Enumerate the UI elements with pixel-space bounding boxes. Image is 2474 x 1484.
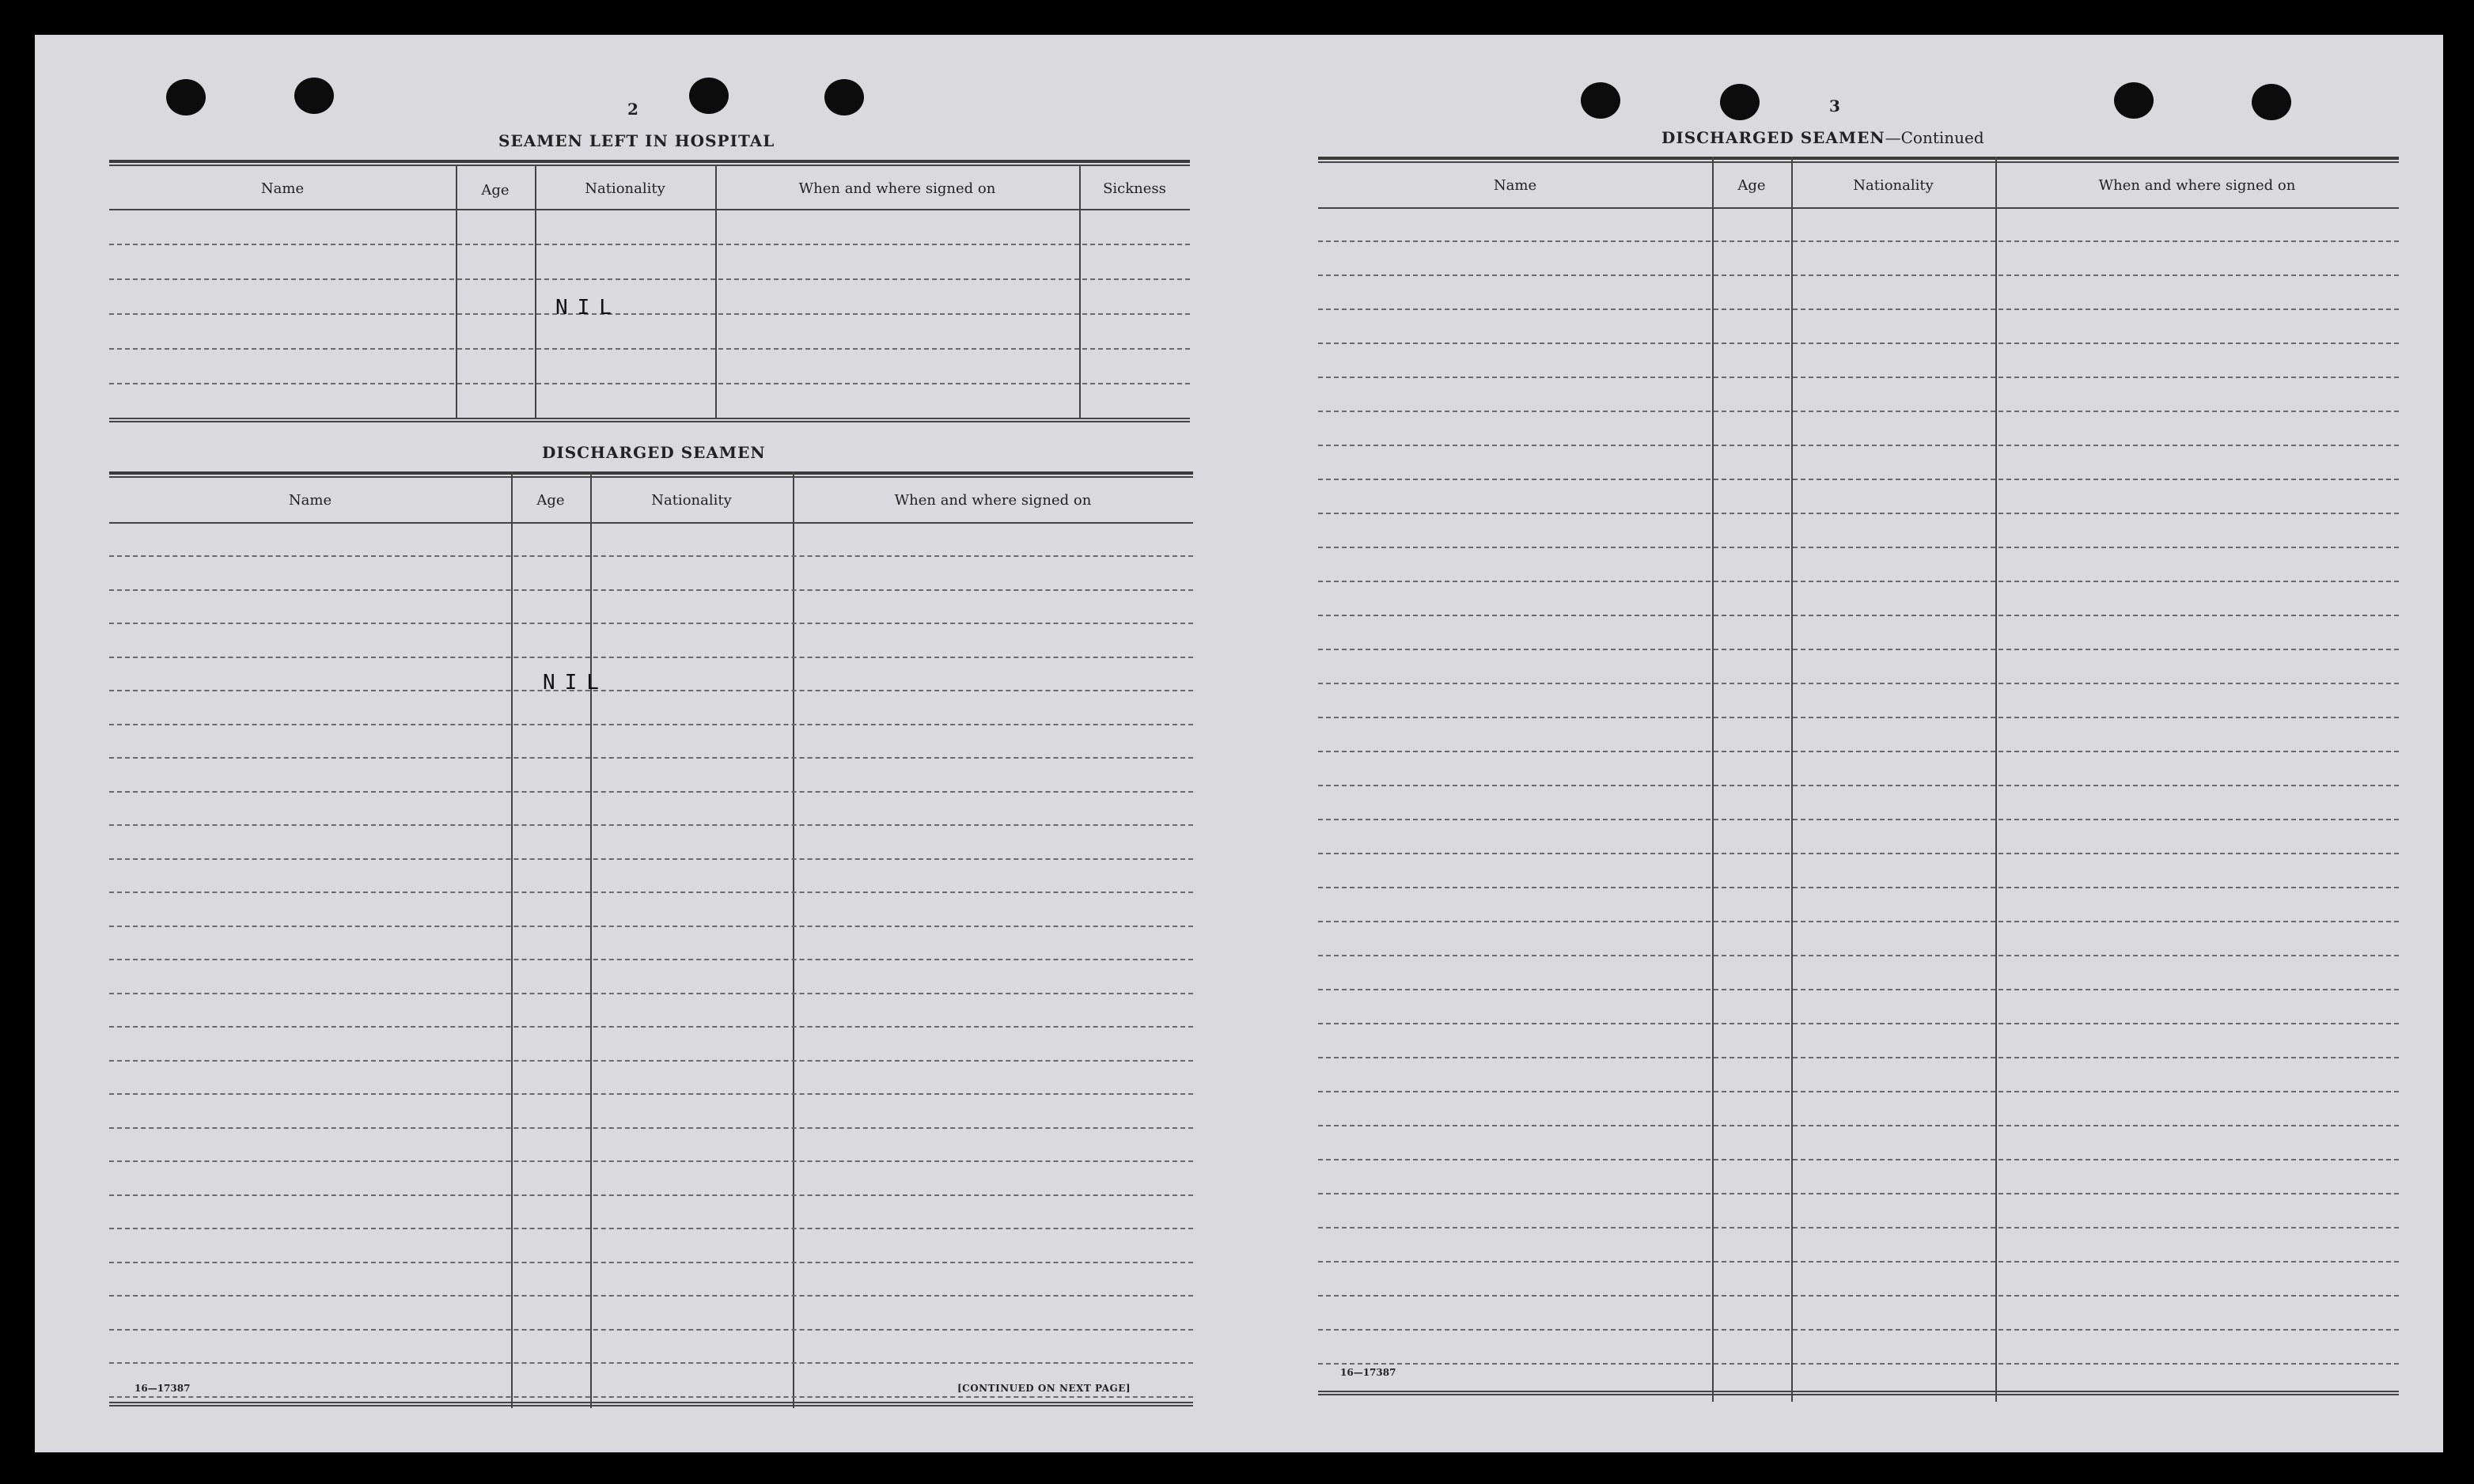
punch-hole [1720, 84, 1760, 120]
col-header-name: Name [260, 180, 305, 197]
form-number-left: 16—17387 [134, 1383, 191, 1394]
hospital-section-title: SEAMEN LEFT IN HOSPITAL [498, 131, 775, 150]
col-header-nationality: Nationality [651, 492, 732, 509]
nil-entry: NIL [555, 296, 621, 320]
punch-hole [294, 78, 334, 114]
page-number-left: 2 [627, 100, 638, 119]
col-header-age: Age [536, 492, 565, 509]
page-number-right: 3 [1829, 97, 1840, 115]
form-sheet [35, 35, 2443, 1452]
discharged-continued-title-text: DISCHARGED SEAMEN [1661, 128, 1885, 147]
punch-hole [166, 79, 206, 115]
punch-hole [824, 79, 864, 115]
col-header-name: Name [1493, 177, 1537, 194]
col-header-when-where: When and where signed on [894, 492, 1092, 509]
title-continued-suffix: —Continued [1885, 128, 1984, 147]
col-header-when-where: When and where signed on [798, 180, 996, 197]
col-header-nationality: Nationality [1853, 177, 1934, 194]
col-header-age: Age [481, 182, 510, 199]
punch-hole [2114, 82, 2154, 119]
continued-on-next-page: [CONTINUED ON NEXT PAGE] [957, 1383, 1131, 1394]
discharged-continued-title [1661, 128, 1984, 147]
discharged-table-continued [1318, 157, 2399, 1402]
discharged-section-title: DISCHARGED SEAMEN [542, 443, 766, 462]
col-header-sickness: Sickness [1103, 180, 1166, 197]
punch-hole [689, 78, 729, 114]
col-header-name: Name [288, 492, 332, 509]
punch-hole [1581, 82, 1620, 119]
col-header-when-where: When and where signed on [2098, 177, 2296, 194]
col-header-age: Age [1737, 177, 1766, 194]
hospital-table [109, 160, 1190, 454]
punch-hole [2252, 84, 2291, 120]
form-number-right: 16—17387 [1340, 1367, 1396, 1378]
nil-entry: NIL [543, 671, 608, 695]
col-header-nationality: Nationality [585, 180, 665, 197]
discharged-table [109, 471, 1193, 1408]
